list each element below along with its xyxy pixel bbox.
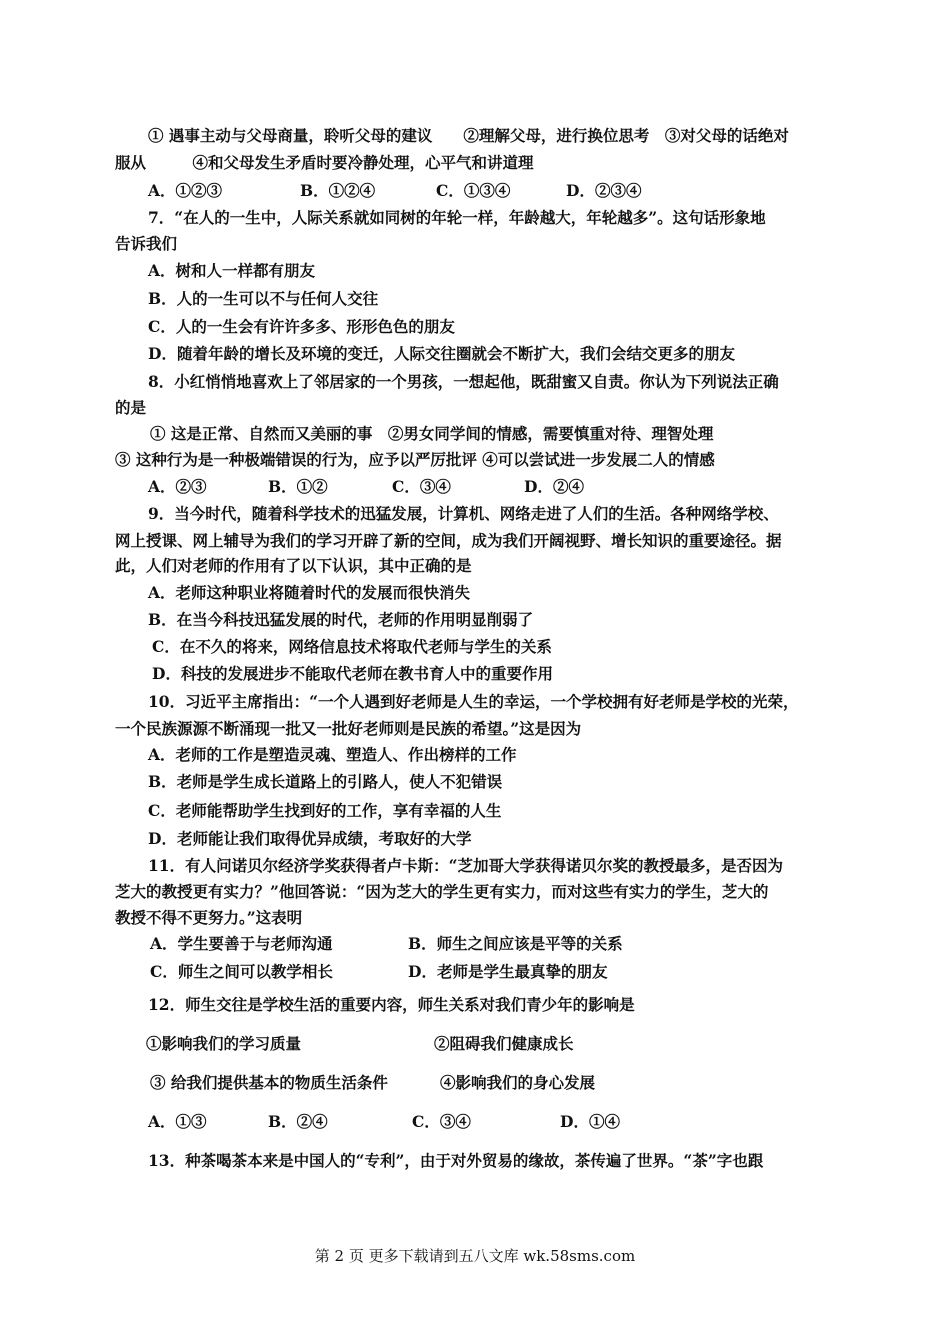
q6-statements-line-2: 服从 ④和父母发生矛盾时要冷静处理，心平气和讲道理 (115, 153, 534, 172)
q8-stem-line-2: 的是 (115, 398, 147, 417)
q8-stem-line-1: 8．小红悄悄地喜欢上了邻居家的一个男孩，一想起他，既甜蜜又自责。你认为下列说法正确 (148, 372, 779, 391)
q8-options (148, 477, 628, 497)
q12-stem-line-1: 12．师生交往是学校生活的重要内容，师生关系对我们青少年的影响是 (148, 995, 635, 1014)
q7-option-a: A．树和人一样都有朋友 (148, 261, 316, 280)
q6-option-b: B．①②④ (300, 181, 376, 200)
q11-options-row-1 (150, 934, 670, 954)
q11-option-b: B．师生之间应该是平等的关系 (408, 934, 623, 953)
q7-stem-line-1: 7．“在人的一生中，人际关系就如同树的年轮一样，年龄越大，年轮越多”。这句话形象地 (148, 208, 766, 227)
q11-option-d: D．老师是学生最真挚的朋友 (408, 962, 608, 981)
q12-option-a: A．①③ (148, 1112, 207, 1131)
q12-statements-row-2 (150, 1073, 650, 1093)
q7-option-d: D．随着年龄的增长及环境的变迁，人际交往圈就会不断扩大，我们会结交更多的朋友 (148, 344, 735, 363)
q11-option-a: A．学生要善于与老师沟通 (150, 934, 333, 953)
q11-stem-line-1: 11．有人问诺贝尔经济学奖获得者卢卡斯：“芝加哥大学获得诺贝尔奖的教授最多，是否因为 (148, 856, 783, 875)
q12-statements-row-1 (146, 1034, 646, 1054)
q6-option-a: A．①②③ (148, 181, 223, 200)
q12-options (148, 1112, 648, 1132)
q11-stem-line-3: 教授不得不更努力。”这表明 (115, 908, 303, 927)
q6-option-c: C．①③④ (436, 181, 511, 200)
q9-stem-line-2: 网上授课、网上辅导为我们的学习开辟了新的空间，成为我们开阔视野、增长知识的重要途径。据 (115, 531, 782, 550)
q12-option-d: D．①④ (560, 1112, 620, 1131)
q9-option-b: B．在当今科技迅猛发展的时代，老师的作用明显削弱了 (148, 610, 534, 629)
q11-options-row-2 (150, 962, 670, 982)
q12-statement-4: ④影响我们的身心发展 (440, 1073, 596, 1092)
q9-stem-line-1: 9．当今时代，随着科学技术的迅猛发展，计算机、网络走进了人们的生活。各种网络学校、 (148, 504, 779, 523)
q11-stem-line-2: 芝大的教授更有实力？”他回答说：“因为芝大的学生更有实力，而对这些有实力的学生，芝大的 (115, 882, 769, 901)
q7-option-b: B．人的一生可以不与任何人交往 (148, 289, 379, 308)
q10-stem-line-1: 10．习近平主席指出：“一个人遇到好老师是人生的幸运，一个学校拥有好老师是学校的光荣， (148, 692, 799, 711)
q12-statement-1: ①影响我们的学习质量 (146, 1034, 302, 1053)
q8-statements-line-1: ① 这是正常、自然而又美丽的事 ②男女同学间的情感，需要慎重对待、理智处理 (150, 424, 714, 443)
q12-statement-3: ③ 给我们提供基本的物质生活条件 (150, 1073, 388, 1092)
page-footer: 第 2 页 更多下载请到五八文库 wk.58sms.com (314, 1247, 636, 1265)
q8-option-a: A．②③ (148, 477, 207, 496)
q10-option-a: A．老师的工作是塑造灵魂、塑造人、作出榜样的工作 (148, 745, 517, 764)
q10-option-b: B．老师是学生成长道路上的引路人，使人不犯错误 (148, 772, 503, 791)
q10-option-d: D．老师能让我们取得优异成绩，考取好的大学 (148, 829, 472, 848)
q7-stem-line-2: 告诉我们 (115, 234, 178, 253)
q8-option-c: C．③④ (392, 477, 451, 496)
q6-options (148, 181, 668, 201)
q9-option-d: D．科技的发展进步不能取代老师在教书育人中的重要作用 (152, 664, 553, 683)
q7-option-c: C．人的一生会有许许多多、形形色色的朋友 (148, 317, 455, 336)
q9-option-c: C．在不久的将来，网络信息技术将取代老师与学生的关系 (152, 637, 552, 656)
q11-option-c: C．师生之间可以教学相长 (150, 962, 333, 981)
q9-option-a: A．老师这种职业将随着时代的发展而很快消失 (148, 583, 471, 602)
q12-option-b: B．②④ (268, 1112, 328, 1131)
q13-stem-line-1: 13．种茶喝茶本来是中国人的“专利”，由于对外贸易的缘故，茶传遍了世界。“茶”字也跟 (148, 1151, 764, 1170)
q6-statements-line-1: ① 遇事主动与父母商量，聆听父母的建议 ②理解父母，进行换位思考 ③对父母的话绝对 (148, 126, 789, 145)
q12-option-c: C．③④ (412, 1112, 471, 1131)
q8-option-d: D．②④ (524, 477, 584, 496)
q9-stem-line-3: 此，人们对老师的作用有了以下认识，其中正确的是 (115, 556, 472, 575)
q10-option-c: C．老师能帮助学生找到好的工作，享有幸福的人生 (148, 801, 502, 820)
q8-option-b: B．①② (268, 477, 328, 496)
q8-statements-line-2: ③ 这种行为是一种极端错误的行为，应予以严厉批评 ④可以尝试进一步发展二人的情感 (115, 450, 715, 469)
q10-stem-line-2: 一个民族源源不断涌现一批又一批好老师则是民族的希望。”这是因为 (115, 719, 582, 738)
q6-option-d: D．②③④ (566, 181, 642, 200)
q12-statement-2: ②阻碍我们健康成长 (434, 1034, 574, 1053)
